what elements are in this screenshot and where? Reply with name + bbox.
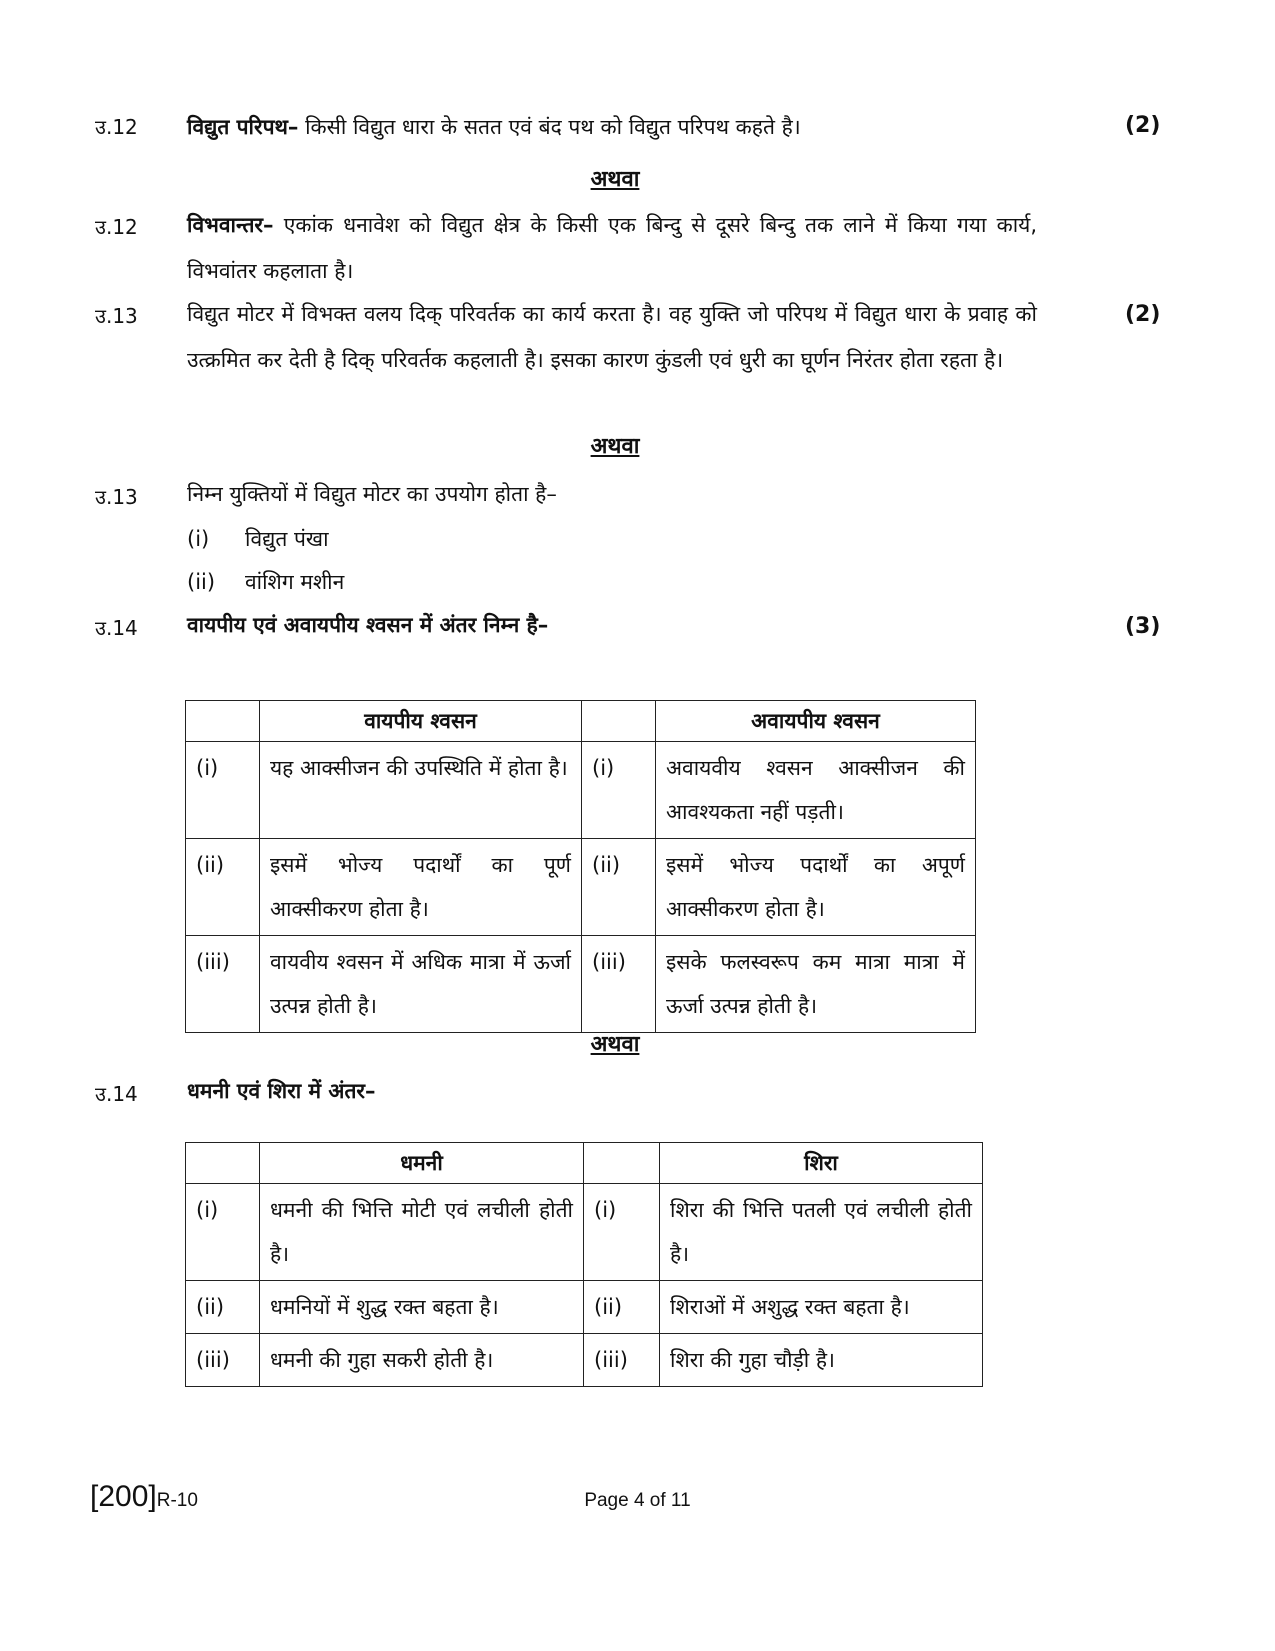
row-number: (iii) [582,936,656,1033]
paper-series: R-10 [156,1490,198,1511]
list-item-number: (i) [187,527,210,551]
answer-12-alt-text [187,202,1037,294]
table-cell: इसमें भोज्य पदार्थों का पूर्ण आक्सीकरण होता है। [260,839,582,936]
or-divider: अथवा [590,434,640,459]
table-cell: शिराओं में अशुद्ध रक्त बहता है। [660,1281,983,1334]
table-header-cell: वायपीय श्वसन [260,701,582,742]
answer-14-alt-title: धमनी एवं शिरा में अंतर– [187,1079,376,1103]
row-number: (iii) [186,1334,260,1387]
table-cell: अवायवीय श्वसन आक्सीजन की आवश्यकता नहीं पड़ती। [656,742,976,839]
table-cell: वायवीय श्वसन में अधिक मात्रा में ऊर्जा उत्पन्न होती है। [260,936,582,1033]
answer-14-title: वायपीय एवं अवायपीय श्वसन में अंतर निम्न है– [187,613,549,637]
row-number: (i) [186,1184,260,1281]
table-cell: इसमें भोज्य पदार्थों का अपूर्ण आक्सीकरण होता है। [656,839,976,936]
table-cell: इसके फलस्वरूप कम मात्रा मात्रा में ऊर्जा उत्पन्न होती है। [656,936,976,1033]
page-number: Page 4 of 11 [584,1490,691,1511]
answer-12-alt-body: एकांक धनावेश को विद्युत क्षेत्र के किसी एक बिन्दु से दूसरे बिन्दु तक लाने में किया गया कार्य, विभवांतर कहलाता है। [187,213,1037,283]
row-number: (ii) [186,1281,260,1334]
answer-13-alt-text: निम्न युक्तियों में विद्युत मोटर का उपयोग होता है– [187,482,557,506]
table-cell: शिरा की भित्ति पतली एवं लचीली होती है। [660,1184,983,1281]
row-number: (i) [582,742,656,839]
list-item [187,525,329,553]
table-header-cell [584,1143,660,1184]
answer-12-alt-term: विभवान्तर– [187,213,274,237]
row-number: (i) [186,742,260,839]
table-header-cell [582,701,656,742]
table-row [186,1334,983,1387]
table-header-cell [186,701,260,742]
answer-12-body: किसी विद्युत धारा के सतत एवं बंद पथ को विद्युत परिपथ कहते है। [298,115,801,139]
marks-label: (2) [1125,113,1161,138]
table-row [186,1184,983,1281]
table-row [186,1281,983,1334]
answer-12-text [187,104,1037,150]
table-cell: धमनी की भित्ति मोटी एवं लचीली होती है। [260,1184,584,1281]
or-divider: अथवा [590,167,640,192]
paper-code-number: [200] [90,1480,157,1513]
list-item-number: (ii) [187,570,216,594]
table-row [186,742,976,839]
row-number: (ii) [582,839,656,936]
table-cell: यह आक्सीजन की उपस्थिति में होता है। [260,742,582,839]
row-number: (i) [584,1184,660,1281]
row-number: (iii) [584,1334,660,1387]
table-header-cell [186,1143,260,1184]
answer-13-text: विद्युत मोटर में विभक्त वलय दिक् परिवर्तक का कार्य करता है। वह युक्ति जो परिपथ में विद्युत धारा के प्रवाह को उत्क्रमित कर देती है दिक् परिवर्तक कहलाती है। इसका कारण कुंडली एवं धुरी का घूर्णन निरंतर होता रहता है। [187,302,1037,372]
or-divider: अथवा [590,1032,640,1057]
answer-number: उ.14 [95,1082,138,1106]
artery-vein-table [185,1142,983,1387]
list-item-text: विद्युत पंखा [245,527,329,551]
table-row [186,839,976,936]
respiration-comparison-table [185,700,976,1033]
answer-number: उ.12 [95,115,138,139]
row-number: (ii) [584,1281,660,1334]
table-header-row [186,701,976,742]
marks-label: (2) [1125,302,1161,327]
table-header-row [186,1143,983,1184]
row-number: (iii) [186,936,260,1033]
answer-number: उ.13 [95,485,138,509]
table-row [186,936,976,1033]
table-header-cell: धमनी [260,1143,584,1184]
table-header-cell: अवायपीय श्वसन [656,701,976,742]
answer-number: उ.13 [95,304,138,328]
answer-number: उ.12 [95,215,138,239]
list-item-text: वांशिग मशीन [245,570,345,594]
marks-label: (3) [1125,614,1161,639]
table-cell: धमनी की गुहा सकरी होती है। [260,1334,584,1387]
row-number: (ii) [186,839,260,936]
answer-12-term: विद्युत परिपथ– [187,115,299,139]
table-cell: शिरा की गुहा चौड़ी है। [660,1334,983,1387]
table-header-cell: शिरा [660,1143,983,1184]
answer-number: उ.14 [95,616,138,640]
table-cell: धमनियों में शुद्ध रक्त बहता है। [260,1281,584,1334]
list-item [187,568,344,596]
